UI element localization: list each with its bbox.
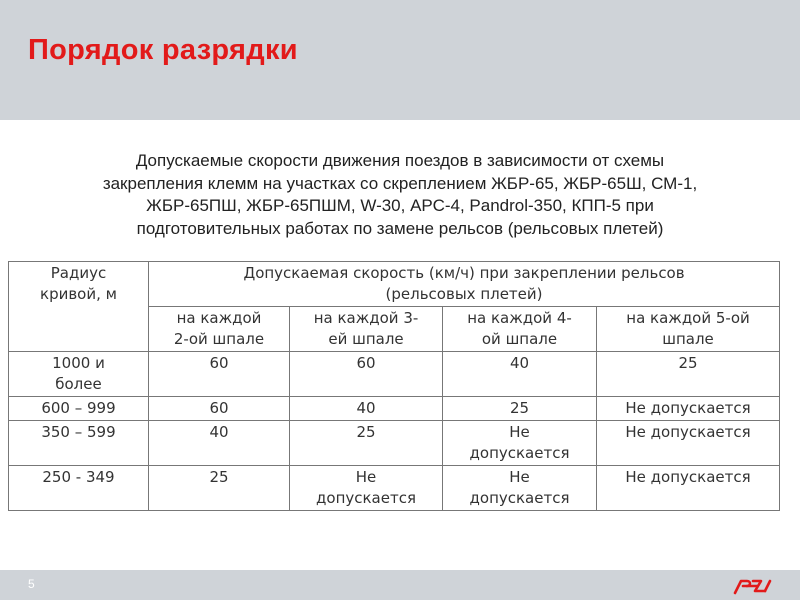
speed-cell [443,397,597,421]
speed-cell [149,397,290,421]
subheader-line: шпале [662,330,714,348]
subheader-cell [149,307,290,352]
cell-line: 600 – 999 [41,399,116,417]
radius-cell [9,421,149,466]
subheader-line: на каждой 3- [313,309,419,327]
cell-line: 25 [356,423,376,441]
speed-cell [149,466,290,511]
radius-header-cell [9,262,149,352]
table-row [9,466,780,511]
radius-cell [9,352,149,397]
page-number: 5 [28,577,35,591]
cell-line: 25 [209,468,229,486]
speed-table [8,261,780,511]
caption-line: подготовительных работах по замене рельсов (рельсовых плетей) [136,218,664,238]
speed-cell [597,352,780,397]
cell-line: 25 [678,354,698,372]
cell-line: 40 [509,354,530,372]
caption-line: ЖБР-65ПШ, ЖБР-65ПШМ, W-30, АРС-4, Pandrol-350, КПП-5 при [146,196,654,215]
cell-line: допускается [469,444,570,462]
speed-cell [149,421,290,466]
subheader-cell [290,307,443,352]
radius-header-line: кривой, м [40,285,117,303]
subheader-line: ей шпале [328,330,404,348]
cell-line: Не допускается [625,468,751,486]
speed-cell [443,352,597,397]
subheader-cell [597,307,780,352]
cell-line: допускается [469,489,570,507]
speed-cell [597,466,780,511]
cell-line: 350 – 599 [41,423,116,441]
speed-cell [597,421,780,466]
table-header-row [9,262,780,307]
table-caption [60,150,740,240]
table-row [9,397,780,421]
table-row [9,421,780,466]
cell-line: Не допускается [625,399,751,417]
speed-cell [443,466,597,511]
cell-line: 60 [209,354,229,372]
speed-cell [290,466,443,511]
caption-line: закрепления клемм на участках со скреплением ЖБР-65, ЖБР-65Ш, СМ-1, [102,173,698,193]
footer-band [0,570,800,600]
speed-cell [149,352,290,397]
radius-cell [9,397,149,421]
subheader-line: 2-ой шпале [173,330,265,348]
speed-cell [290,397,443,421]
cell-line: Не допускается [625,423,751,441]
radius-header-line: Радиус [50,264,107,282]
cell-line: 250 - 349 [42,468,115,486]
table-row [9,352,780,397]
caption-line: Допускаемые скорости движения поездов в зависимости от схемы [135,151,665,170]
subheader-cell [443,307,597,352]
subheader-line: ой шпале [481,330,558,348]
cell-line: 25 [509,399,530,417]
speed-header-line: (рельсовых плетей) [385,285,543,303]
cell-line: Не [509,468,530,486]
subheader-line: на каждой [176,309,262,327]
cell-line: 1000 и [52,354,105,372]
slide-title: Порядок разрядки [28,34,298,66]
speed-cell [290,352,443,397]
cell-line: 40 [356,399,376,417]
cell-line: Не [509,423,530,441]
cell-line: допускается [316,489,416,507]
cell-line: 60 [209,399,229,417]
cell-line: более [55,375,102,393]
speed-header-line: Допускаемая скорость (км/ч) при закреплении рельсов [243,264,685,282]
cell-line: Не [355,468,377,486]
subheader-line: на каждой 4- [467,309,572,327]
subheader-line: на каждой 5-ой [626,309,750,327]
speed-cell [597,397,780,421]
speed-header-cell [149,262,780,307]
speed-cell [290,421,443,466]
radius-cell [9,466,149,511]
rzd-logo-icon [733,576,773,596]
cell-line: 40 [209,423,229,441]
speed-cell [443,421,597,466]
cell-line: 60 [356,354,376,372]
